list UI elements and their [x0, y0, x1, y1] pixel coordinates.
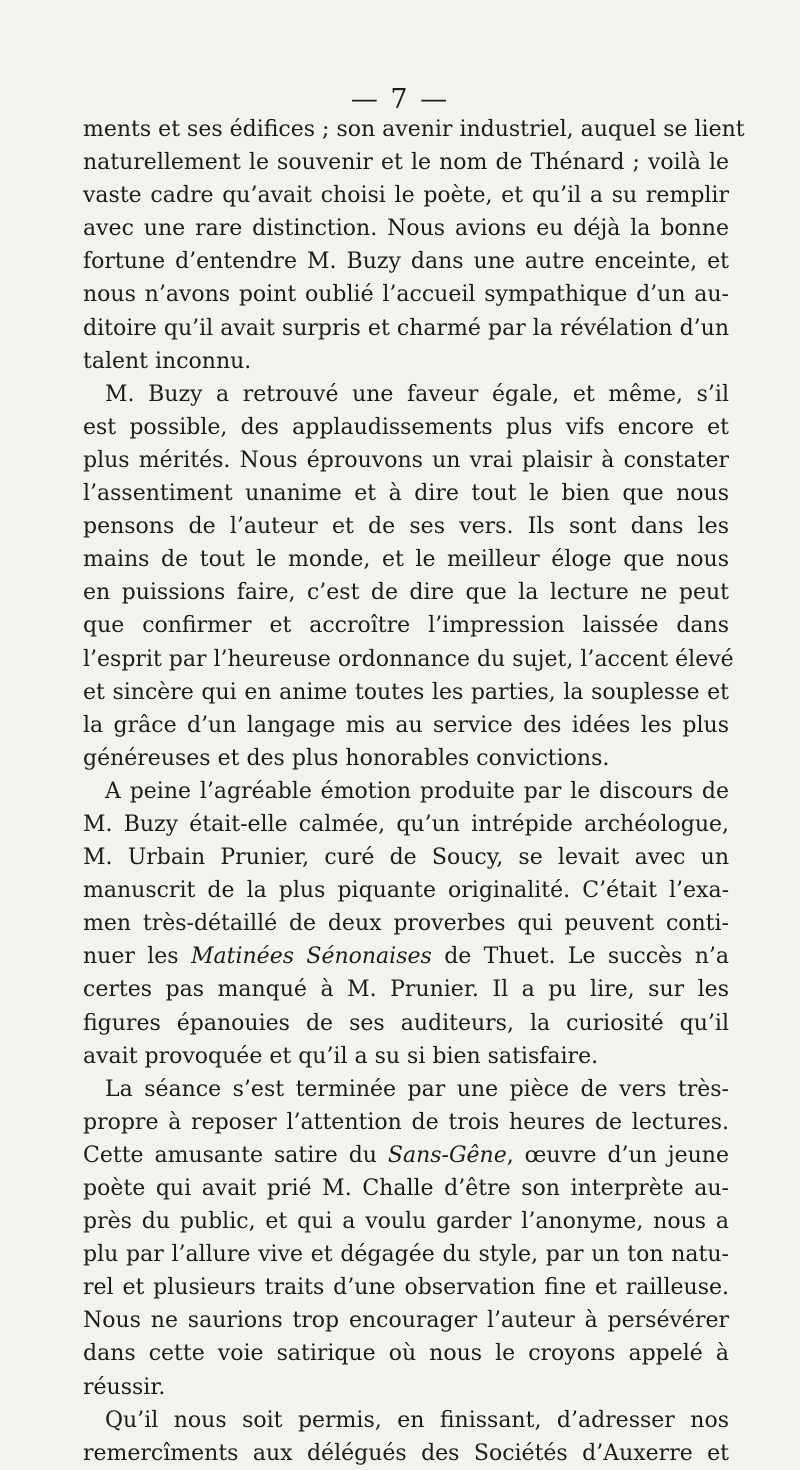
- text-line: est possible, des applaudissements plus vifs encore et: [83, 414, 729, 440]
- text-segment: nuer les: [83, 944, 191, 970]
- body-text: [83, 113, 745, 1470]
- text-line: pensons de l’auteur et de ses vers. Ils sont dans les: [83, 514, 729, 540]
- text-line: rel et plusieurs traits d’une observation fine et railleuse.: [83, 1275, 729, 1301]
- text-segment: , œuvre d’un jeune: [506, 1142, 729, 1168]
- text-line: Qu’il nous soit permis, en finissant, d’adresser nos: [105, 1407, 729, 1433]
- page-number: — 7 —: [350, 84, 450, 115]
- text-line: plu par l’allure vive et dégagée du style, par un ton natu-: [83, 1242, 729, 1268]
- text-line-with-title: [83, 1139, 729, 1172]
- text-line: l’esprit par l’heureuse ordonnance du sujet, l’accent élevé: [83, 646, 734, 672]
- text-line: que confirmer et accroître l’impression laissée dans: [83, 613, 729, 639]
- text-segment: Cette amusante satire du: [83, 1142, 388, 1168]
- text-line: talent inconnu.: [83, 348, 252, 374]
- text-line: plus mérités. Nous éprouvons un vrai plaisir à constater: [83, 447, 729, 473]
- text-line-with-title: [83, 940, 729, 973]
- text-segment: de Thuet. Le succès n’a: [431, 944, 729, 970]
- text-line: fortune d’entendre M. Buzy dans une autre enceinte, et: [83, 249, 729, 275]
- text-line: dans cette voie satirique où nous le croyons appelé à: [83, 1341, 729, 1367]
- text-line: propre à reposer l’attention de trois heures de lectures.: [83, 1109, 729, 1135]
- text-line: généreuses et des plus honorables convictions.: [83, 745, 610, 771]
- text-line: en puissions faire, c’est de dire que la lecture ne peut: [83, 580, 729, 606]
- text-line: men très-détaillé de deux proverbes qui peuvent conti-: [83, 911, 729, 937]
- text-line: remercîments aux délégués des Sociétés d’Auxerre et: [83, 1440, 729, 1466]
- paragraph-3: [83, 775, 729, 1073]
- text-line: mains de tout le monde, et le meilleur éloge que nous: [83, 547, 729, 573]
- text-line: M. Buzy a retrouvé une faveur égale, et même, s’il: [105, 381, 729, 407]
- text-line: poète qui avait prié M. Challe d’être son interprète au-: [83, 1176, 729, 1201]
- paragraph-5: [83, 1404, 729, 1470]
- text-line: certes pas manqué à M. Prunier. Il a pu lire, sur les: [83, 977, 729, 1003]
- text-line: A peine l’agréable émotion produite par le discours de: [105, 778, 729, 804]
- paragraph-2: [83, 378, 734, 775]
- text-line: la grâce d’un langage mis au service des idées les plus: [83, 712, 729, 738]
- text-line: l’assentiment unanime et à dire tout le bien que nous: [83, 481, 729, 507]
- text-line: manuscrit de la plus piquante originalité. C’était l’exa-: [83, 878, 729, 904]
- text-line: près du public, et qui a voulu garder l’anonyme, nous a: [83, 1209, 729, 1235]
- text-line: ments et ses édifices ; son avenir industriel, auquel se lient: [83, 117, 745, 142]
- text-line: vaste cadre qu’avait choisi le poète, et qu’il a su remplir: [83, 183, 729, 209]
- text-line: La séance s’est terminée par une pièce de vers très-: [105, 1076, 729, 1102]
- text-line: M. Urbain Prunier, curé de Soucy, se levait avec un: [83, 845, 729, 871]
- text-line: avait provoquée et qu’il a su si bien satisfaire.: [83, 1043, 599, 1069]
- text-line: Nous ne saurions trop encourager l’auteur à persévérer: [83, 1308, 729, 1334]
- paragraph-1: [83, 113, 745, 378]
- text-line: et sincère qui en anime toutes les parties, la souplesse et: [83, 679, 729, 705]
- work-title: Sans-Gêne: [387, 1142, 507, 1168]
- text-line: réussir.: [83, 1374, 166, 1400]
- text-line: nous n’avons point oublié l’accueil sympathique d’un au-: [83, 282, 729, 308]
- text-line: figures épanouies de ses auditeurs, la curiosité qu’il: [83, 1010, 729, 1036]
- work-title: Matinées Sénonaises: [190, 944, 432, 970]
- text-line: naturellement le souvenir et le nom de Thénard ; voilà le: [83, 150, 729, 176]
- paragraph-4: [83, 1073, 729, 1404]
- text-line: ditoire qu’il avait surpris et charmé par la révélation d’un: [83, 315, 729, 341]
- text-line: M. Buzy était-elle calmée, qu’un intrépide archéologue,: [83, 811, 729, 837]
- text-line: avec une rare distinction. Nous avions eu déjà la bonne: [83, 216, 729, 242]
